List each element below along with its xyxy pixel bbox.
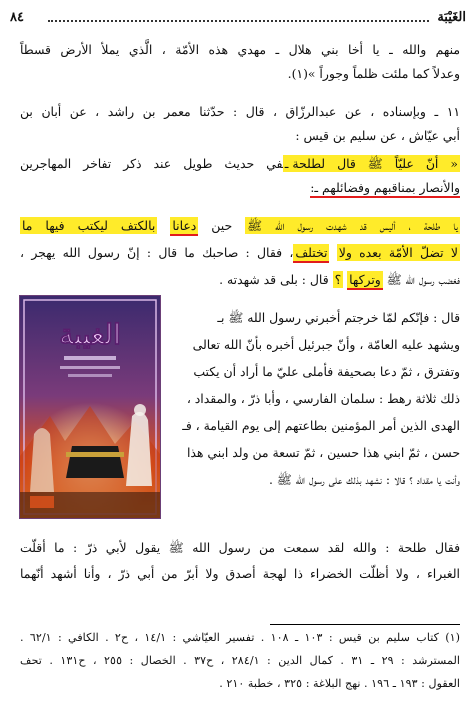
highlight-dash: ـ [284, 156, 289, 171]
highlight-text: بالكتف ليكتب فيها ما [22, 218, 156, 233]
body-text: قال : بلى قد شهدته . [219, 272, 329, 287]
highlight-text: لا تضلّ الأمّة بعده ولا [338, 245, 458, 260]
body-line: ١١ ـ وبإسناده ، عن عبدالرزّاق ، قال : حدّثنا معمر بن راشد ، عن أبان بن [20, 104, 460, 119]
body-line: قال : فإنّكم لمّا خرجتم أخبرني رسول الله ﷺ بـ [217, 310, 460, 325]
footnote-line: العقول : ١٩٣ ـ ١٩٦ . نهج البلاغة : ٣٢٥ ، خطبة ٢١٠ . [219, 677, 460, 690]
body-line: ويشهد عليه العامّة ، وأنّ جبرئيل أخبره بأنّ الله تعالى [192, 337, 460, 352]
body-line-highlighted [20, 268, 460, 292]
header-dotted-leader [48, 12, 429, 22]
book-cover-illustration [20, 296, 160, 518]
highlight-text: يا طلحة ، أليس قد شهدت رسول الله ﷺ [247, 218, 458, 233]
body-line-underlined [20, 176, 460, 200]
body-text: فقال : صاحبك ما قال : إنّ رسول الله يهجر ، [20, 245, 283, 260]
body-line: الغبراء ، ولا أظلّت الخضراء ذا لهجة أصدق ولا أبرّ من أبي ذرّ ، وأنا أشهد أنّهما [20, 566, 460, 581]
footnote-line: المسترشد : ٢٩ ـ ٣١ . كمال الدين : ٢٨٤/١ ، ح٣٧ . الخصال : ٢٥٥ ، ح١٣١ . تحف [20, 654, 460, 667]
page-header [10, 6, 466, 28]
body-line-highlighted [20, 241, 460, 265]
body-line: وعدلاً كما ملئت ظلماً وجوراً »(١). [287, 66, 460, 81]
book-cover-image [19, 295, 161, 519]
body-line: حسن ، ثمّ ابني هذا حسين ، ثمّ تسعة من ولد ابني هذا [186, 445, 460, 460]
highlight-underlined-word: وتركها [347, 271, 383, 290]
body-line: وتفترق ، ثمّ دعا بصحيفة فأملى عليّ ما أراد أن يكتب [193, 364, 460, 379]
body-text: فغضب رسول الله [405, 272, 460, 287]
body-line: ذلك ثلاثة رهط : سلمان الفارسي ، وأبا ذرّ ، والمقداد ، [186, 391, 460, 406]
body-text: ﷺ [386, 272, 402, 287]
body-line-highlighted [20, 152, 460, 176]
highlight-underlined-word: تختلف [293, 244, 329, 263]
body-line: منهم والله ـ يا أخا بني هلال ـ مهدي هذه الأمّة ، الَّذي يملأ الأرض قسطاً [20, 42, 460, 57]
running-title: الغَيْبَة [437, 9, 466, 25]
body-line: وأنت يا مقداد ؟ قالا : نشهد بذلك على رسول الله ﷺ . [269, 472, 460, 487]
footnote-separator [270, 624, 460, 625]
body-text: حين [211, 218, 233, 233]
cover-title-text: الغيبة [59, 318, 121, 351]
highlight-underlined-word: دعانا [170, 217, 198, 236]
highlight-text: ؟ [334, 272, 342, 287]
body-line: أبي عيّاش ، عن سليم بن قيس : [295, 128, 460, 143]
body-line: الهدى الذين أمر المؤمنين بطاعتهم إلى يوم القيامة ، فـ [182, 418, 460, 433]
highlight-quote-start: « أنّ عليّاً ﷺ قال لطلحة [292, 156, 458, 171]
body-text: في حديث طويل عند ذكر تفاخر المهاجرين [20, 156, 283, 171]
footnote-line: (١) كتاب سليم بن قيس : ١٠٣ ـ ١٠٨ . تفسير العيّاشي : ١٤/١ ، ح٢ . الكافي : ٦٢/١ . [20, 631, 460, 644]
body-text: ، [289, 245, 294, 260]
underlined-text: والأنصار بمناقبهم وفضائلهم ـ: [310, 180, 460, 198]
body-line-highlighted [20, 214, 460, 238]
page-number: ٨٤ [10, 9, 24, 25]
body-line: فقال طلحة : والله لقد سمعت من رسول الله ﷺ يقول لأبي ذرّ : ما أقلّت [20, 540, 460, 555]
